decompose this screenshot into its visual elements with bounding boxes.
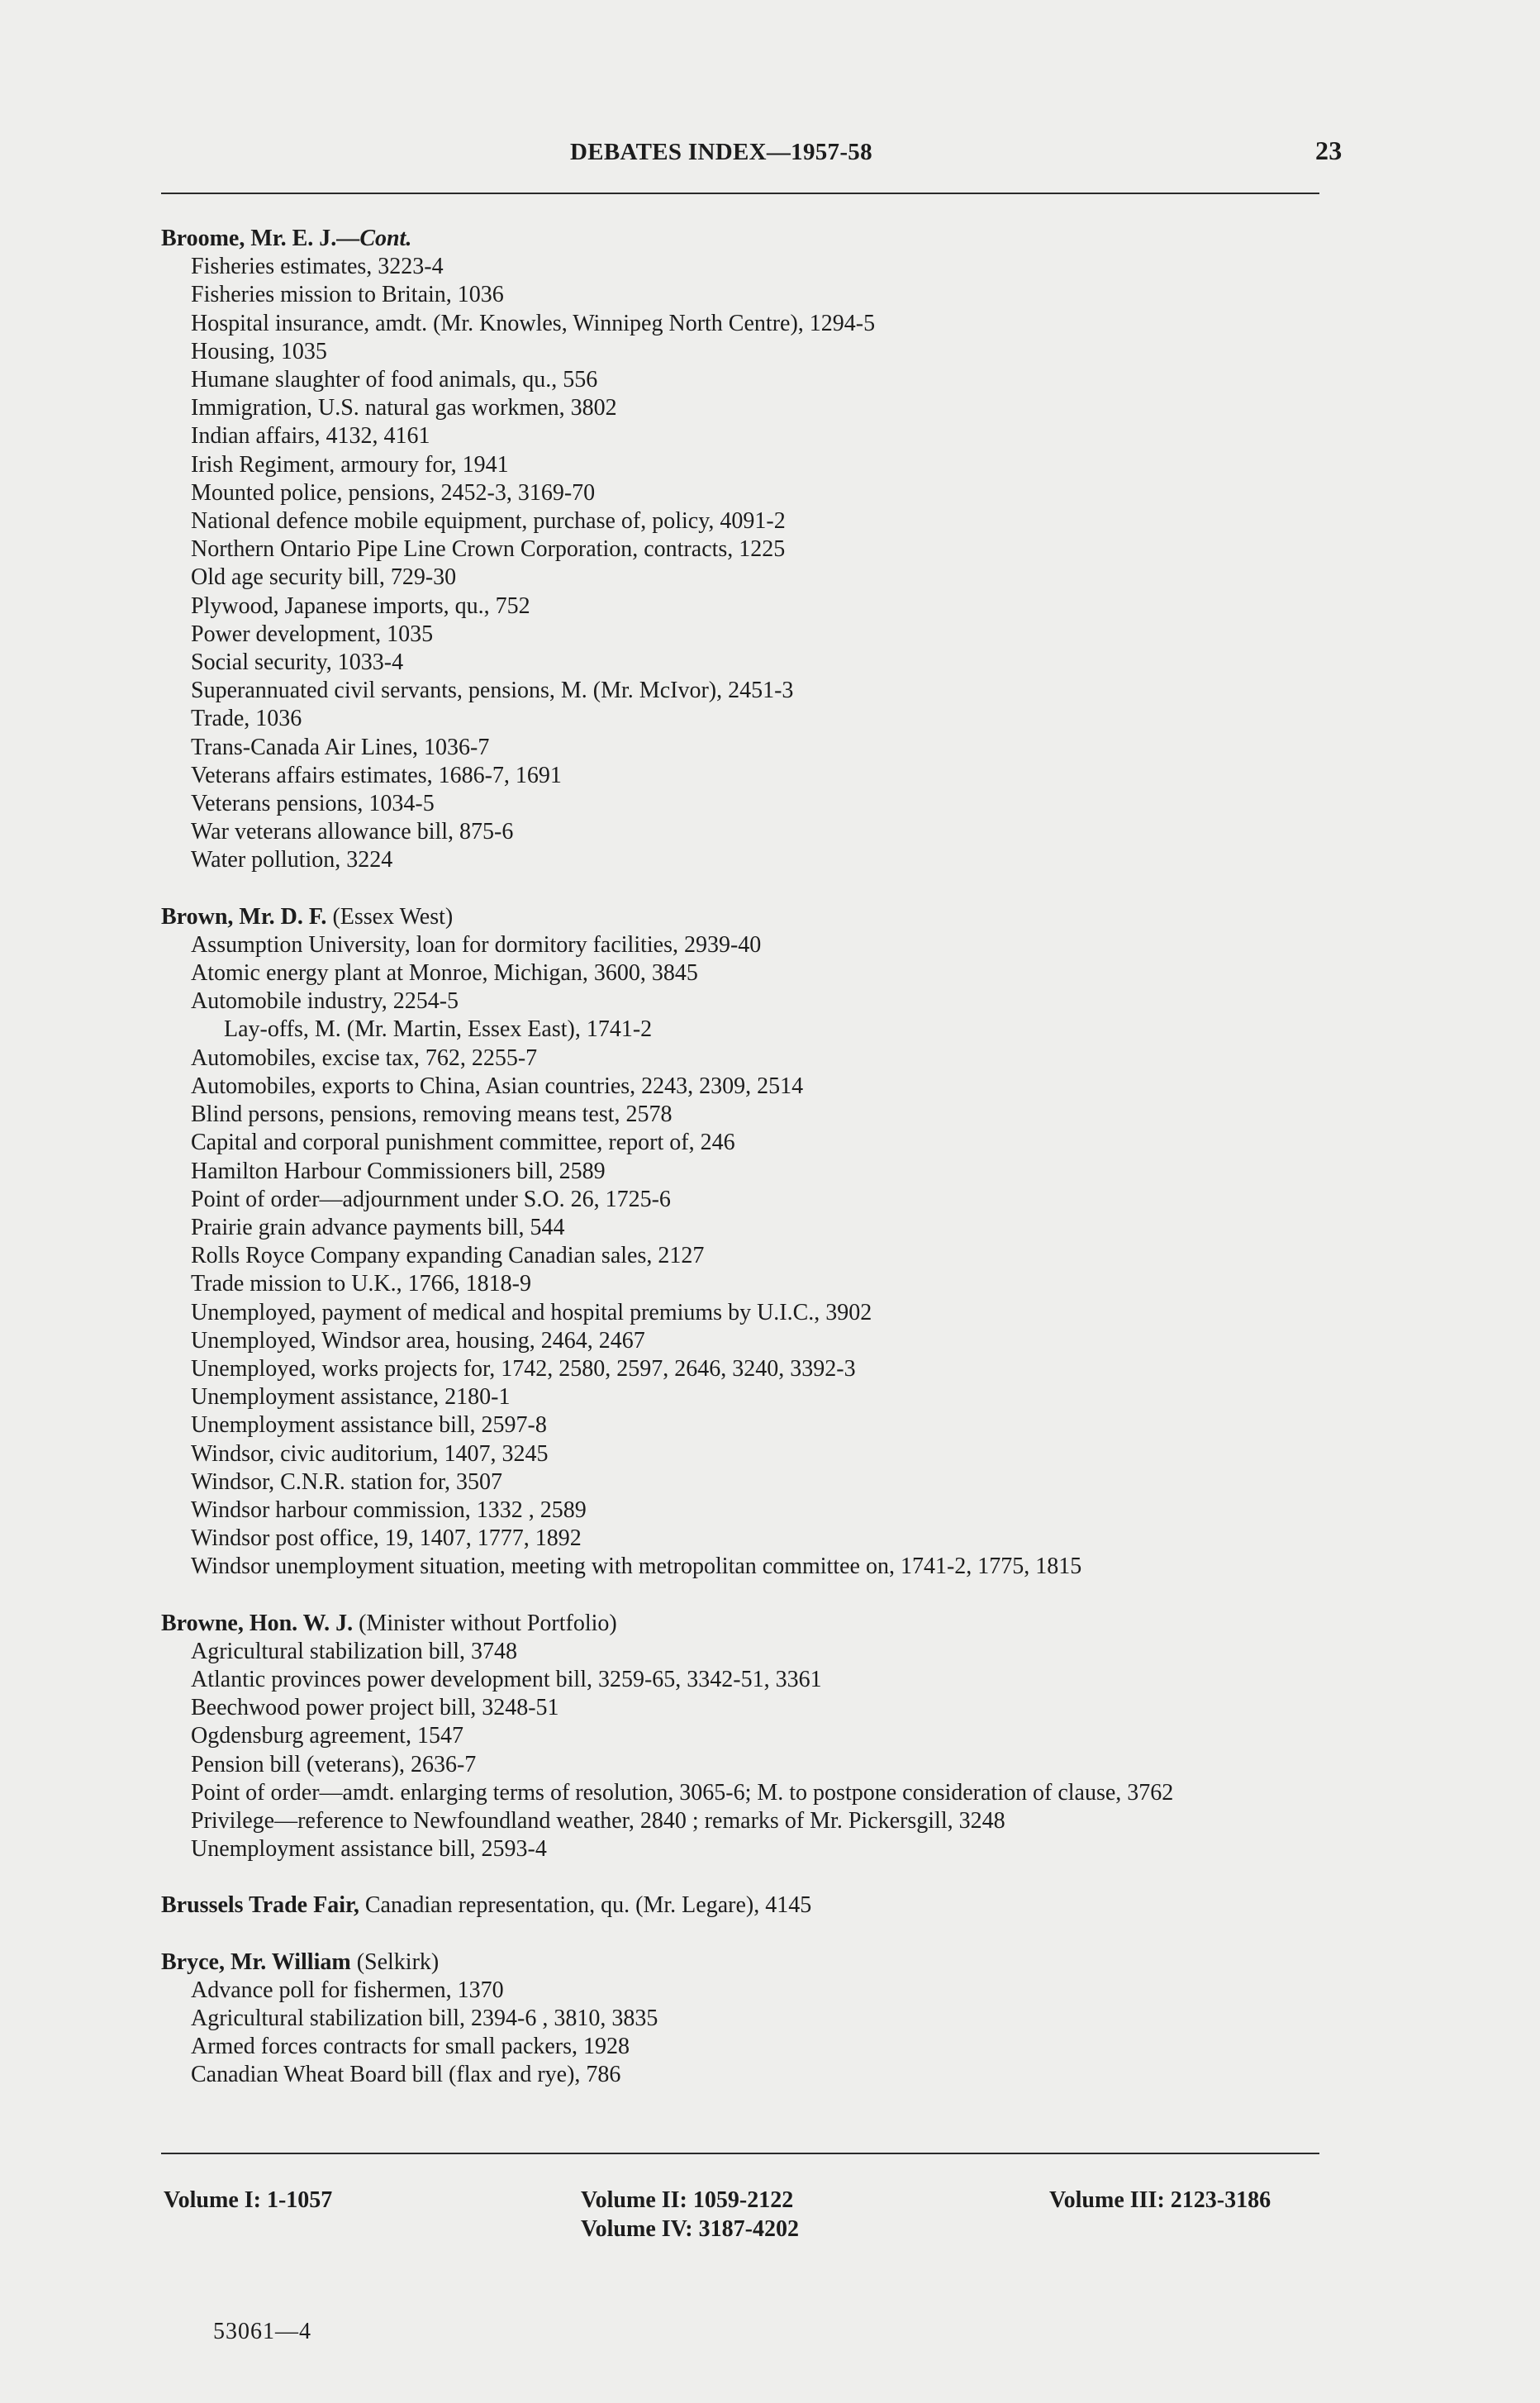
header-rule (161, 193, 1319, 194)
subentry: Northern Ontario Pipe Line Crown Corporation, contracts, 1225 (191, 536, 786, 563)
volume-1-range: Volume I: 1-1057 (164, 2187, 333, 2213)
entry-heading (161, 1949, 1334, 1977)
index-entry-brown (161, 903, 1334, 1582)
index-entry-broome (161, 225, 1334, 875)
subentry: Superannuated civil servants, pensions, M. (Mr. McIvor), 2451-3 (191, 678, 794, 704)
subentry: Plywood, Japanese imports, qu., 752 (191, 592, 530, 619)
subentry: Windsor, C.N.R. station for, 3507 (191, 1468, 502, 1495)
subentry: Privilege—reference to Newfoundland weather, 2840 ; remarks of Mr. Pickersgill, 3248 (191, 1807, 1005, 1834)
subentry: Canadian Wheat Board bill (flax and rye), 786 (191, 2062, 621, 2088)
subentry: Beechwood power project bill, 3248-51 (191, 1695, 559, 1721)
subentry: Trans-Canada Air Lines, 1036-7 (191, 734, 490, 760)
subentry: Automobiles, excise tax, 762, 2255-7 (191, 1044, 538, 1071)
entry-heading (161, 903, 1334, 931)
volume-3-range: Volume III: 2123-3186 (1049, 2187, 1271, 2213)
entry-detail: (Selkirk) (356, 1949, 440, 1975)
entry-detail: Canadian representation, qu. (Mr. Legare), 4145 (364, 1892, 812, 1919)
entry-name: Broome, Mr. E. J. (161, 226, 337, 251)
entry-continued: —Cont. (336, 226, 412, 251)
subentry: Unemployed, works projects for, 1742, 2580, 2597, 2646, 3240, 3392-3 (191, 1355, 856, 1382)
entry-heading (161, 1891, 1334, 1920)
subentry: Assumption University, loan for dormitory facilities, 2939-40 (191, 931, 762, 958)
sub-subentry: Lay-offs, M. (Mr. Martin, Essex East), 1741-2 (224, 1016, 653, 1043)
subentry: Ogdensburg agreement, 1547 (191, 1723, 463, 1749)
page-title: DEBATES INDEX—1957-58 (570, 139, 872, 165)
subentry: Atomic energy plant at Monroe, Michigan, 3600, 3845 (191, 960, 698, 987)
footer-rule (161, 2153, 1319, 2154)
entry-detail: (Minister without Portfolio) (359, 1610, 617, 1636)
subentry: Unemployed, payment of medical and hospital premiums by U.I.C., 3902 (191, 1299, 872, 1325)
subentry: Agricultural stabilization bill, 3748 (191, 1638, 518, 1664)
subentry: Capital and corporal punishment committee, report of, 246 (191, 1130, 735, 1156)
subentry: Atlantic provinces power development bill, 3259-65, 3342-51, 3361 (191, 1666, 822, 1692)
entry-heading (161, 1610, 1334, 1638)
subentry: Immigration, U.S. natural gas workmen, 3802 (191, 395, 617, 421)
subentry: Unemployment assistance bill, 2593-4 (191, 1836, 547, 1863)
page-number: 23 (1315, 136, 1343, 165)
subentry: Unemployment assistance, 2180-1 (191, 1384, 511, 1411)
subentry: Power development, 1035 (191, 621, 434, 647)
subentry: Irish Regiment, armoury for, 1941 (191, 451, 509, 478)
index-entry-browne (161, 1610, 1334, 1864)
entry-detail: (Essex West) (332, 903, 454, 930)
subentry: Trade mission to U.K., 1766, 1818-9 (191, 1271, 531, 1297)
subentry: Blind persons, pensions, removing means test, 2578 (191, 1102, 673, 1128)
subentry: Indian affairs, 4132, 4161 (191, 423, 430, 450)
subentry: Veterans affairs estimates, 1686-7, 1691 (191, 762, 562, 788)
printer-job-number: 53061—4 (213, 2319, 311, 2344)
index-entries (161, 225, 1334, 2118)
subentry: Point of order—adjournment under S.O. 26, 1725-6 (191, 1186, 671, 1212)
subentry: Rolls Royce Company expanding Canadian sales, 2127 (191, 1243, 705, 1269)
subentry: Agricultural stabilization bill, 2394-6 , 3810, 3835 (191, 2005, 658, 2031)
subentry: Hospital insurance, amdt. (Mr. Knowles, Winnipeg North Centre), 1294-5 (191, 310, 876, 336)
subentry: Unemployment assistance bill, 2597-8 (191, 1412, 547, 1439)
volume-2-4-ranges (581, 2186, 799, 2244)
subentry: Fisheries mission to Britain, 1036 (191, 282, 504, 308)
subentry: Hamilton Harbour Commissioners bill, 2589 (191, 1158, 606, 1184)
subentry: Unemployed, Windsor area, housing, 2464, 2467 (191, 1327, 645, 1354)
subentry: Water pollution, 3224 (191, 847, 393, 873)
subentry: Mounted police, pensions, 2452-3, 3169-70 (191, 479, 596, 506)
entry-name: Brussels Trade Fair, (161, 1892, 359, 1919)
index-entry-bryce (161, 1949, 1334, 2090)
subentry: War veterans allowance bill, 875-6 (191, 819, 514, 845)
subentry: Humane slaughter of food animals, qu., 556 (191, 367, 598, 393)
subentry: Old age security bill, 729-30 (191, 564, 457, 591)
subentry: Veterans pensions, 1034-5 (191, 791, 435, 817)
subentry: Windsor harbour commission, 1332 , 2589 (191, 1497, 587, 1523)
subentry: Social security, 1033-4 (191, 650, 404, 676)
entry-name: Brown, Mr. D. F. (161, 903, 327, 930)
volume-4-range: Volume IV: 3187-4202 (581, 2216, 799, 2242)
entry-name: Browne, Hon. W. J. (161, 1610, 354, 1636)
subentry: Windsor, civic auditorium, 1407, 3245 (191, 1440, 549, 1467)
subentry: Automobile industry, 2254-5 (191, 988, 459, 1015)
subentry: National defence mobile equipment, purchase of, policy, 4091-2 (191, 508, 786, 535)
subentry: Point of order—amdt. enlarging terms of resolution, 3065-6; M. to postpone consideration of clause, 3762 (191, 1779, 1174, 1806)
subentry: Advance poll for fishermen, 1370 (191, 1977, 504, 2003)
subentry: Pension bill (veterans), 2636-7 (191, 1751, 477, 1777)
volume-2-range: Volume II: 1059-2122 (581, 2187, 794, 2213)
subentry: Windsor post office, 19, 1407, 1777, 1892 (191, 1525, 582, 1552)
entry-name: Bryce, Mr. William (161, 1949, 351, 1975)
subentry: Fisheries estimates, 3223-4 (191, 254, 444, 280)
subentry: Armed forces contracts for small packers, 1928 (191, 2034, 630, 2060)
subentry: Prairie grain advance payments bill, 544 (191, 1214, 565, 1240)
subentry: Trade, 1036 (191, 706, 302, 732)
subentry: Housing, 1035 (191, 338, 327, 364)
index-entry-brussels-trade-fair (161, 1891, 1334, 1920)
subentry: Automobiles, exports to China, Asian countries, 2243, 2309, 2514 (191, 1073, 804, 1099)
subentry: Windsor unemployment situation, meeting with metropolitan committee on, 1741-2, 1775, 1815 (191, 1554, 1082, 1580)
entry-heading (161, 225, 1334, 253)
